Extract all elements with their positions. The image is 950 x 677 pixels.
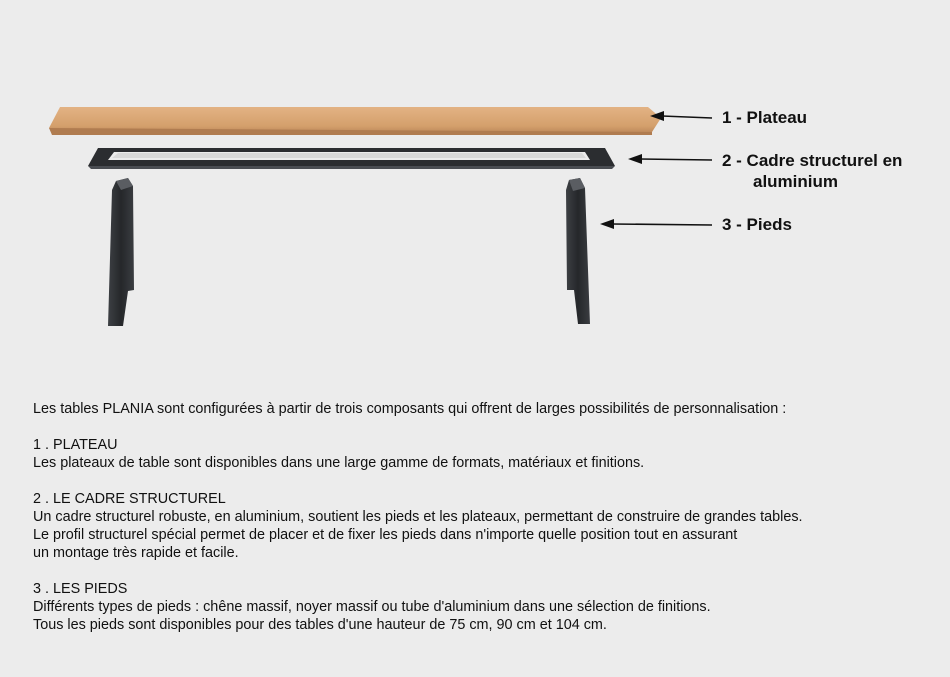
callout-cadre-line1: 2 - Cadre structurel en	[722, 151, 903, 170]
cadre-line: Un cadre structurel robuste, en aluminium, soutient les pieds et les plateaux, permettant de construire de grandes tables.	[33, 509, 803, 525]
cadre-section	[33, 490, 933, 562]
plateau-heading: 1 . PLATEAU	[33, 437, 118, 453]
structural-frame	[88, 148, 615, 169]
tabletop	[49, 107, 661, 135]
cadre-heading: 2 . LE CADRE STRUCTUREL	[33, 491, 226, 507]
arrow-pieds	[600, 219, 712, 229]
intro-paragraph: Les tables PLANIA sont configurées à partir de trois composants qui offrent de larges possibilités de personnalisation :	[33, 401, 787, 417]
plateau-line: Les plateaux de table sont disponibles dans une large gamme de formats, matériaux et finitions.	[33, 455, 645, 471]
plateau-section	[33, 436, 933, 472]
cadre-line: un montage très rapide et facile.	[33, 545, 239, 561]
callout-cadre-structurel	[722, 150, 902, 192]
callout-pieds: 3 - Pieds	[722, 215, 792, 234]
intro-block	[33, 400, 933, 418]
pieds-heading: 3 . LES PIEDS	[33, 581, 128, 597]
pieds-line: Tous les pieds sont disponibles pour des tables d'une hauteur de 75 cm, 90 cm et 104 cm.	[33, 617, 607, 633]
callout-plateau: 1 - Plateau	[722, 108, 808, 127]
pieds-section	[33, 580, 933, 634]
callout-cadre-line2: aluminium	[753, 172, 839, 191]
left-leg	[108, 178, 134, 326]
arrow-cadre	[628, 154, 712, 164]
right-leg	[566, 178, 590, 324]
description-text	[33, 400, 933, 634]
cadre-line: Le profil structurel spécial permet de placer et de fixer les pieds dans n'importe quelle position tout en assurant	[33, 527, 738, 543]
pieds-line: Différents types de pieds : chêne massif, noyer massif ou tube d'aluminium dans une sélection de finitions.	[33, 599, 711, 615]
